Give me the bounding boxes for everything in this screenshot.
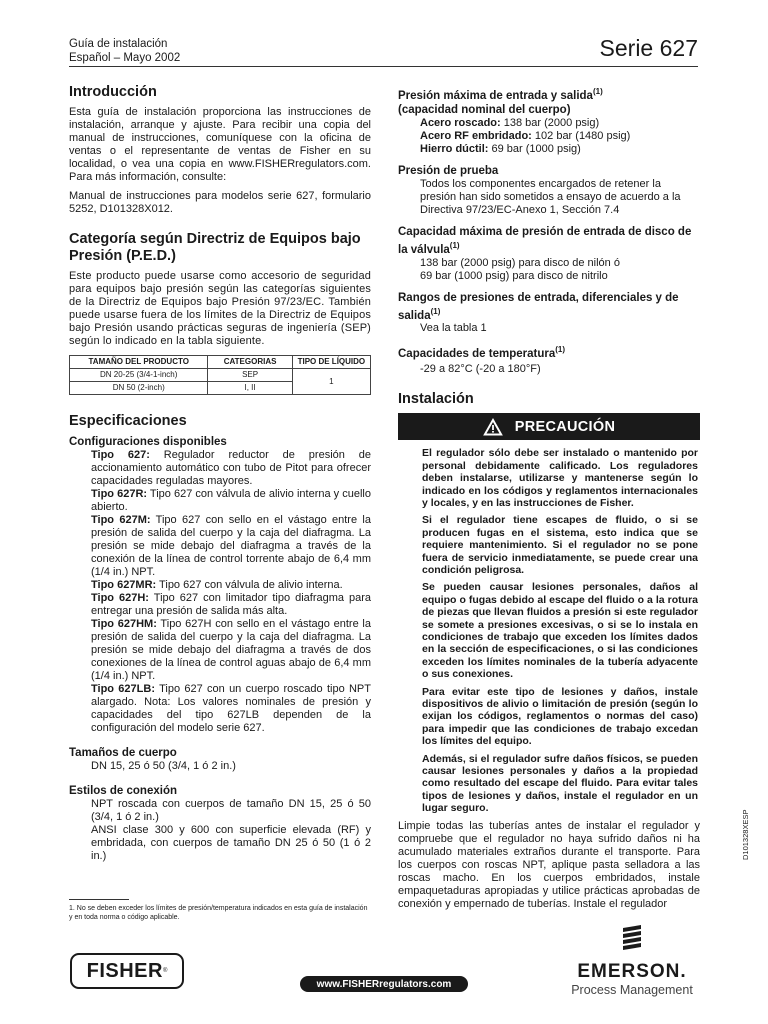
emerson-mark-icon xyxy=(619,924,645,954)
document-code: D101328XESP xyxy=(741,809,750,860)
table-cell-category: SEP xyxy=(208,369,292,382)
intro-reference: Manual de instrucciones para modelos serie 627, formulario 5252, D101328X012. xyxy=(69,190,371,215)
connections-ansi: ANSI clase 300 y 600 con superficie elevada (RF) y embridada, con cuerpos de tamaño DN 25 ó 50 (1 ó 2 in.) xyxy=(91,824,371,862)
maxpress-list xyxy=(398,117,700,156)
sizes-title: Tamaños de cuerpo xyxy=(69,747,177,759)
type-desc: Tipo 627 con válvula de alivio interna y cuello abierto. xyxy=(91,488,371,513)
table-cell-size: DN 20-25 (3/4-1-inch) xyxy=(70,369,208,382)
type-item xyxy=(91,514,371,579)
left-column xyxy=(69,84,371,863)
temp-title: Capacidades de temperatura$^{(1)}$ xyxy=(398,345,566,361)
type-desc: Tipo 627H con sello en el vástago entre la presión de salida del cuerpo y la caja del diafragma. La presión se mide debajo del diafragma a través de dos conexiones de la línea de control aguas abajo de 6,4 mm (1/4 in.) NPT. xyxy=(91,618,371,682)
header-rule xyxy=(69,66,698,67)
type-name: Tipo 627LB: xyxy=(91,683,155,695)
fisher-wordmark: FISHER xyxy=(86,959,163,982)
caution-title: PRECAUCIÓN xyxy=(514,418,616,435)
disc-title: Capacidad máxima de presión de entrada de disco de la válvula$^{(1)}$ xyxy=(398,225,692,256)
series-title: Serie 627 xyxy=(599,35,698,61)
install-text: Limpie todas las tuberías antes de instalar el regulador y compruebe que el regulador no haya sufrido daños ni ha acumulado materiales extraños durante el transporte. Para los cuerpos con roscas NPT, aplique pasta selladora a las roscas macho. En los cuerpos embridados, instale empaquetaduras apropiadas y utilice prácticas aprobadas de conexión y empernado de tuberías. Instale el regulador xyxy=(398,819,700,910)
warning-triangle-icon xyxy=(483,418,503,436)
footnote-ref: (1) xyxy=(430,306,441,316)
fisher-logo xyxy=(70,953,184,989)
type-name: Tipo 627: xyxy=(91,449,150,461)
temp-text: -29 a 82°C (-20 a 180°F) xyxy=(420,363,541,376)
footnote-ref: (1) xyxy=(592,87,603,96)
footnote-ref: (1) xyxy=(555,345,566,355)
configs-title: Configuraciones disponibles xyxy=(69,436,227,448)
sizes-text: DN 15, 25 ó 50 (3/4, 1 ó 2 in.) xyxy=(91,760,236,772)
footnote-ref: (1) xyxy=(449,240,460,250)
type-desc: Regulador reductor de presión de accionamiento automático con tubo de Pitot para ofrecer capacidades reguladas mayores. xyxy=(91,449,371,487)
caution-paragraph: El regulador sólo debe ser instalado o mantenido por personal debidamente calificado. Los reguladores deben instalarse, utilizarse y mantenerse según lo indicado en los códigos y reglamentos internacionales y locales, y en las instrucciones de Fisher. xyxy=(422,447,698,509)
ped-table xyxy=(69,355,371,395)
footnote-rule xyxy=(69,899,129,900)
registered-mark: ® xyxy=(162,968,168,974)
table-cell-fluid: 1 xyxy=(292,369,370,395)
ped-paragraph: Este producto puede usarse como accesorio de seguridad para equipos bajo presión según las categorías siguientes de la Directriz de Equipos bajo Presión 97/23/EC. También puede usarse fuera de los límites de la Directriz de Equipos bajo Presión usando prácticas seguras de ingeniería (SEP) según lo indicado en la tabla siguiente. xyxy=(69,270,371,347)
list-item: Acero roscado: 138 bar (2000 psig) xyxy=(420,116,600,129)
list-item: Acero RF embridado: 102 bar (1480 psig) xyxy=(420,129,631,142)
ranges-text: Vea la tabla 1 xyxy=(420,322,487,335)
table-header-category: CATEGORIAS xyxy=(208,356,292,369)
list-item: Hierro dúctil: 69 bar (1000 psig) xyxy=(420,142,581,155)
caution-banner xyxy=(398,413,700,440)
disc-nylon: 138 bar (2000 psig) para disco de nilón ó xyxy=(420,256,620,269)
type-item xyxy=(91,449,371,488)
guide-label: Guía de instalación xyxy=(69,38,168,50)
connections-title: Estilos de conexión xyxy=(69,785,177,797)
maxpress-subtitle: (capacidad nominal del cuerpo) xyxy=(398,103,571,116)
type-name: Tipo 627M: xyxy=(91,514,151,526)
table-cell-category: I, II xyxy=(208,382,292,395)
maxpress-title: Presión máxima de entrada y salida$^{(1)}$ xyxy=(398,87,603,102)
language-date: Español – Mayo 2002 xyxy=(69,52,181,64)
type-item xyxy=(91,592,371,618)
right-column xyxy=(398,85,700,911)
caution-paragraph: Además, si el regulador sufre daños físicos, se pueden causar lesiones personales y daños a la propiedad como resultado del escape del fluido. Para evitar tales tipos de lesiones y daños, instale el regulador en un lugar seguro. xyxy=(422,752,698,815)
type-desc: Tipo 627 con un cuerpo roscado tipo NPT alargado. Nota: Los valores nominales de presión y capacidades del tipo 627LB dependen de la configuración del modelo serie 627. xyxy=(91,683,371,734)
caution-paragraph: Se pueden causar lesiones personales, daños al equipo o fugas debido al escape del fluido o a la rotura de piezas que llevan fluidos a presión si este regulador se somete a presiones excesivas, o si se lo instala en condiciones de trabajo que exceden los límites dados en la sección de especificaciones, o si las condiciones exceden los límites nominales de la tubería adyacente o sus conexiones. xyxy=(422,581,698,681)
type-name: Tipo 627MR: xyxy=(91,579,157,591)
emerson-logo xyxy=(562,924,702,997)
ped-title: Categoría según Directriz de Equipos bajo Presión (P.E.D.) xyxy=(69,231,361,264)
type-desc: Tipo 627 con limitador tipo diafragma para entregar una presión de salida más alta. xyxy=(91,592,371,617)
table-header-size: TAMAÑO DEL PRODUCTO xyxy=(70,356,208,369)
type-desc: Tipo 627 con sello en el vástago entre la presión de salida del cuerpo y la caja del diafragma. La presión se mide debajo del diafragma a través de la conexión de la línea de control torrente abajo de 6,4 mm (1/4 in.) NPT. xyxy=(91,514,371,578)
header-left xyxy=(69,37,180,65)
intro-paragraph: Esta guía de instalación proporciona las instrucciones de instalación, arranque y ajuste. Para recibir una copia del manual de instrucciones, comuníquese con la oficina de ventas o el representante de ventas de Fisher en su localidad, o vea una copia en www.FISHERregulators.com. Para más información, consulte: xyxy=(69,106,371,183)
type-item xyxy=(91,618,371,683)
ranges-title: Rangos de presiones de entrada, diferenciales y de salida$^{(1)}$ xyxy=(398,291,679,322)
test-pressure-title: Presión de prueba xyxy=(398,164,499,177)
process-management: Process Management xyxy=(571,983,693,997)
type-item xyxy=(91,488,371,514)
website-link[interactable]: www.FISHERregulators.com xyxy=(300,976,468,992)
caution-paragraph: Si el regulador tiene escapes de fluido, o si se producen fugas en el sistema, esto indica que se requiere mantenimiento. Si el regulador no se pone fuera de servicio inmediatamente, se puede crear una condición peligrosa. xyxy=(422,514,698,576)
type-name: Tipo 627H: xyxy=(91,592,149,604)
table-header-row xyxy=(70,356,371,369)
table-row xyxy=(70,369,371,382)
types-list xyxy=(69,449,371,735)
type-name: Tipo 627R: xyxy=(91,488,148,500)
specs-title: Especificaciones xyxy=(69,413,187,429)
test-pressure-text: Todos los componentes encargados de retener la presión han sido sometidos a ensayo de acuerdo a la Directiva 97/23/EC-Anexo 1, Sección 7.4 xyxy=(420,177,681,216)
table-header-fluid: TIPO DE LÍQUIDO xyxy=(292,356,370,369)
caution-body xyxy=(398,447,700,814)
install-title: Instalación xyxy=(398,391,474,408)
type-desc: Tipo 627 con válvula de alivio interna. xyxy=(156,579,343,591)
type-item xyxy=(91,683,371,735)
type-item xyxy=(91,579,371,592)
intro-title: Introducción xyxy=(69,84,157,100)
connections-npt: NPT roscada con cuerpos de tamaño DN 15, 25 ó 50 (3/4, 1 ó 2 in.) xyxy=(91,798,371,823)
disc-nitrile: 69 bar (1000 psig) para disco de nitrilo xyxy=(420,269,608,282)
table-cell-size: DN 50 (2-inch) xyxy=(70,382,208,395)
type-name: Tipo 627HM: xyxy=(91,618,157,630)
footnote: 1. No se deben exceder los límites de presión/temperatura indicados en esta guía de instalación y en toda norma o código aplicable. xyxy=(69,905,368,921)
emerson-wordmark: EMERSON. xyxy=(577,961,687,982)
caution-paragraph: Para evitar este tipo de lesiones y daños, instale dispositivos de alivio o limitación de presión (según lo exijan los códigos, reglamentos o normas del caso) para impedir que las condiciones de trabajo excedan los límites del equipo. xyxy=(422,685,698,748)
